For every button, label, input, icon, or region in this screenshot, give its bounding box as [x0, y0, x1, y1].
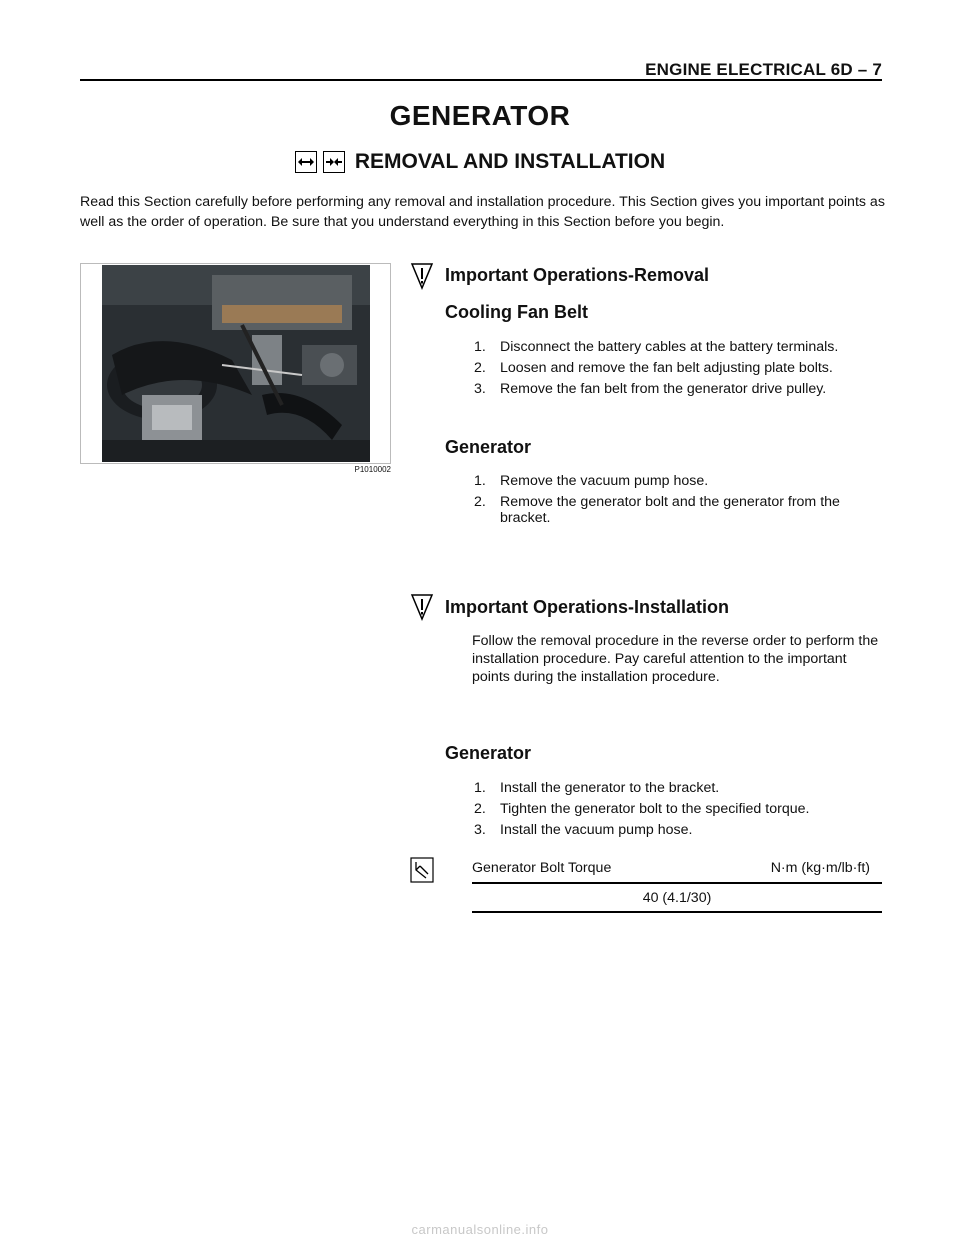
list-item: 1. Remove the vacuum pump hose.	[474, 473, 709, 489]
torque-rule-bottom	[472, 911, 882, 913]
subtitle-row	[0, 150, 960, 174]
torque-value: 40 (4.1/30)	[642, 890, 712, 906]
engine-photo	[102, 265, 370, 462]
torque-unit: N·m (kg·m/lb·ft)	[770, 860, 870, 876]
generator-installation-title: Generator	[445, 743, 532, 763]
page-header: ENGINE ELECTRICAL 6D – 7	[645, 60, 882, 79]
torque-label: Generator Bolt Torque	[472, 860, 612, 876]
cooling-fan-belt-title: Cooling Fan Belt	[445, 302, 588, 322]
torque-rule-top	[472, 882, 882, 884]
generator-removal-title: Generator	[445, 437, 532, 457]
generator-installation-steps	[474, 780, 884, 843]
installation-heading: Important Operations-Installation	[445, 597, 730, 617]
installation-icon	[323, 151, 345, 173]
caution-icon	[410, 262, 434, 290]
installation-paragraph: Follow the removal procedure in the reverse order to perform the installation procedure. Pay careful attention to the important points during the installation procedure.	[472, 633, 879, 685]
caution-icon	[410, 593, 434, 621]
removal-heading: Important Operations-Removal	[445, 265, 710, 285]
cooling-fan-belt-steps	[474, 339, 884, 402]
removal-icon	[295, 151, 317, 173]
intro-paragraph: Read this Section carefully before performing any removal and installation procedure. This Section gives you important points as well as the order of operation. Be sure that you understand everything in this Section before you begin.	[80, 194, 885, 230]
list-item: 1. Disconnect the battery cables at the battery terminals.	[474, 339, 839, 355]
section-subtitle: REMOVAL AND INSTALLATION	[354, 150, 666, 173]
list-item: 2. Loosen and remove the fan belt adjusting plate bolts.	[474, 360, 833, 376]
list-item: 1. Install the generator to the bracket.	[474, 780, 720, 796]
page-title: GENERATOR	[389, 100, 571, 131]
watermark: carmanualsonline.info	[411, 1222, 549, 1237]
torque-spec-header	[472, 860, 882, 876]
generator-removal-steps	[474, 473, 879, 531]
photo-caption: P1010002	[354, 465, 391, 474]
list-item: 3. Install the vacuum pump hose.	[474, 822, 693, 838]
list-item: 2. Remove the generator bolt and the generator from the bracket.	[474, 494, 840, 526]
list-item: 3. Remove the fan belt from the generator drive pulley.	[474, 381, 827, 397]
torque-wrench-icon	[410, 856, 434, 884]
header-rule	[80, 79, 882, 81]
list-item: 2. Tighten the generator bolt to the specified torque.	[474, 801, 810, 817]
